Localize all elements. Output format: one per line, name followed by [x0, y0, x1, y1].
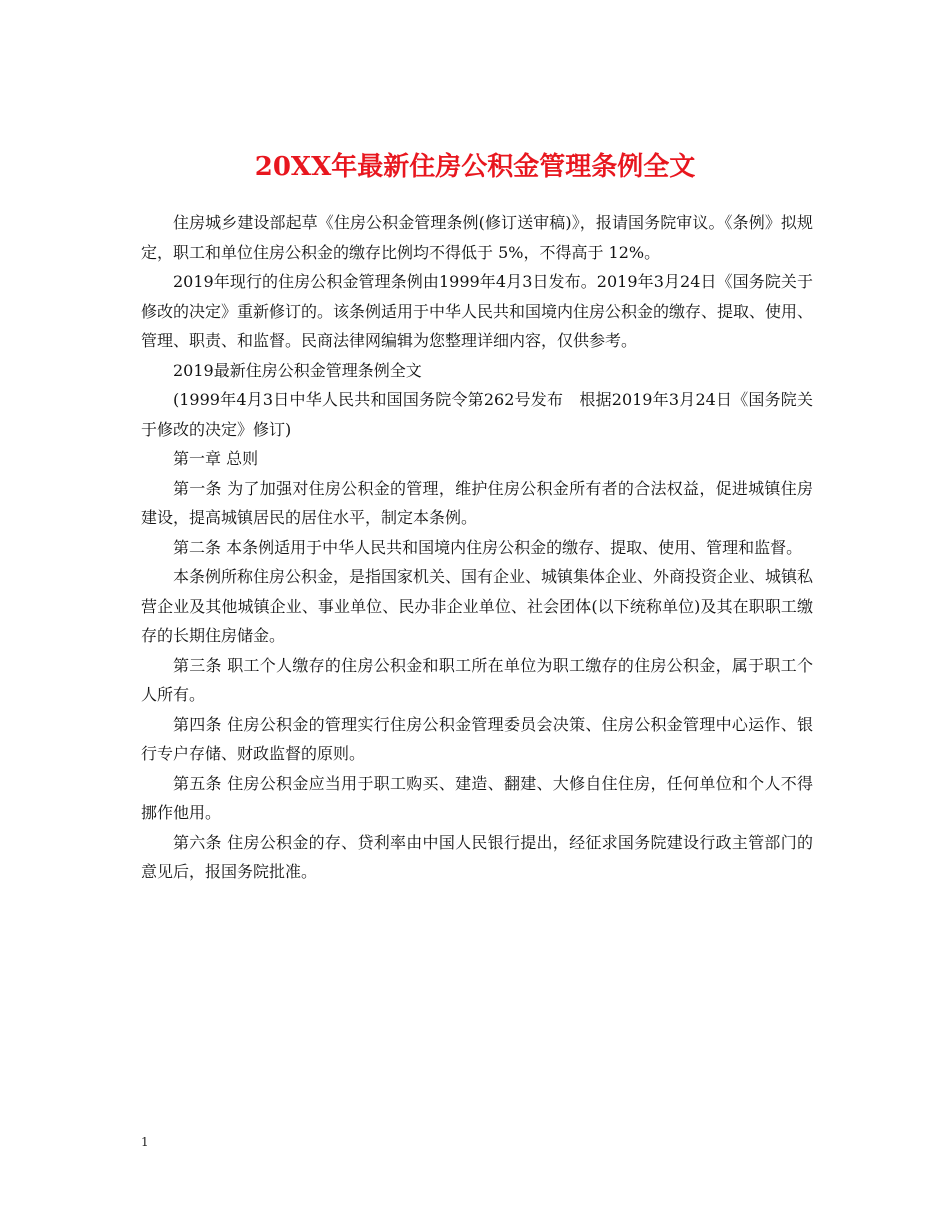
document-body: [141, 208, 813, 887]
page-number: 1: [141, 1135, 149, 1149]
chapter-heading: 第一章 总则: [173, 449, 259, 468]
paragraph-source-note: (1999年4月3日中华人民共和国国务院令第262号发布 根据2019年3月24日《国务院关于修改的决定》修订): [141, 390, 813, 439]
article-4: 第四条 住房公积金的管理实行住房公积金管理委员会决策、住房公积金管理中心运作、银行专户存储、财政监督的原则。: [141, 714, 813, 763]
document-title: 20XX年最新住房公积金管理条例全文: [254, 152, 696, 183]
paragraph-intro: 住房城乡建设部起草《住房公积金管理条例(修订送审稿)》，报请国务院审议。《条例》拟规定，职工和单位住房公积金的缴存比例均不得低于 5%，不得高于 12%。: [141, 213, 813, 262]
paragraph-background: 2019年现行的住房公积金管理条例由1999年4月3日发布。2019年3月24日《国务院关于修改的决定》重新修订的。该条例适用于中华人民共和国境内住房公积金的缴存、提取、使用、管理、职责、和监督。民商法律网编辑为您整理详细内容，仅供参考。: [141, 272, 814, 350]
article-5: 第五条 住房公积金应当用于职工购买、建造、翻建、大修自住住房，任何单位和个人不得挪作他用。: [141, 773, 813, 822]
article-1: 第一条 为了加强对住房公积金的管理，维护住房公积金所有者的合法权益，促进城镇住房建设，提高城镇居民的居住水平，制定本条例。: [141, 478, 813, 527]
article-2-definition: 本条例所称住房公积金，是指国家机关、国有企业、城镇集体企业、外商投资企业、城镇私营企业及其他城镇企业、事业单位、民办非企业单位、社会团体(以下统称单位)及其在职职工缴存的长期住房储金。: [141, 567, 814, 645]
article-6: 第六条 住房公积金的存、贷利率由中国人民银行提出，经征求国务院建设行政主管部门的意见后，报国务院批准。: [141, 832, 813, 881]
article-2: 第二条 本条例适用于中华人民共和国境内住房公积金的缴存、提取、使用、管理和监督。: [173, 537, 803, 557]
paragraph-heading: 2019最新住房公积金管理条例全文: [173, 360, 422, 380]
article-3: 第三条 职工个人缴存的住房公积金和职工所在单位为职工缴存的住房公积金，属于职工个人所有。: [141, 655, 813, 704]
